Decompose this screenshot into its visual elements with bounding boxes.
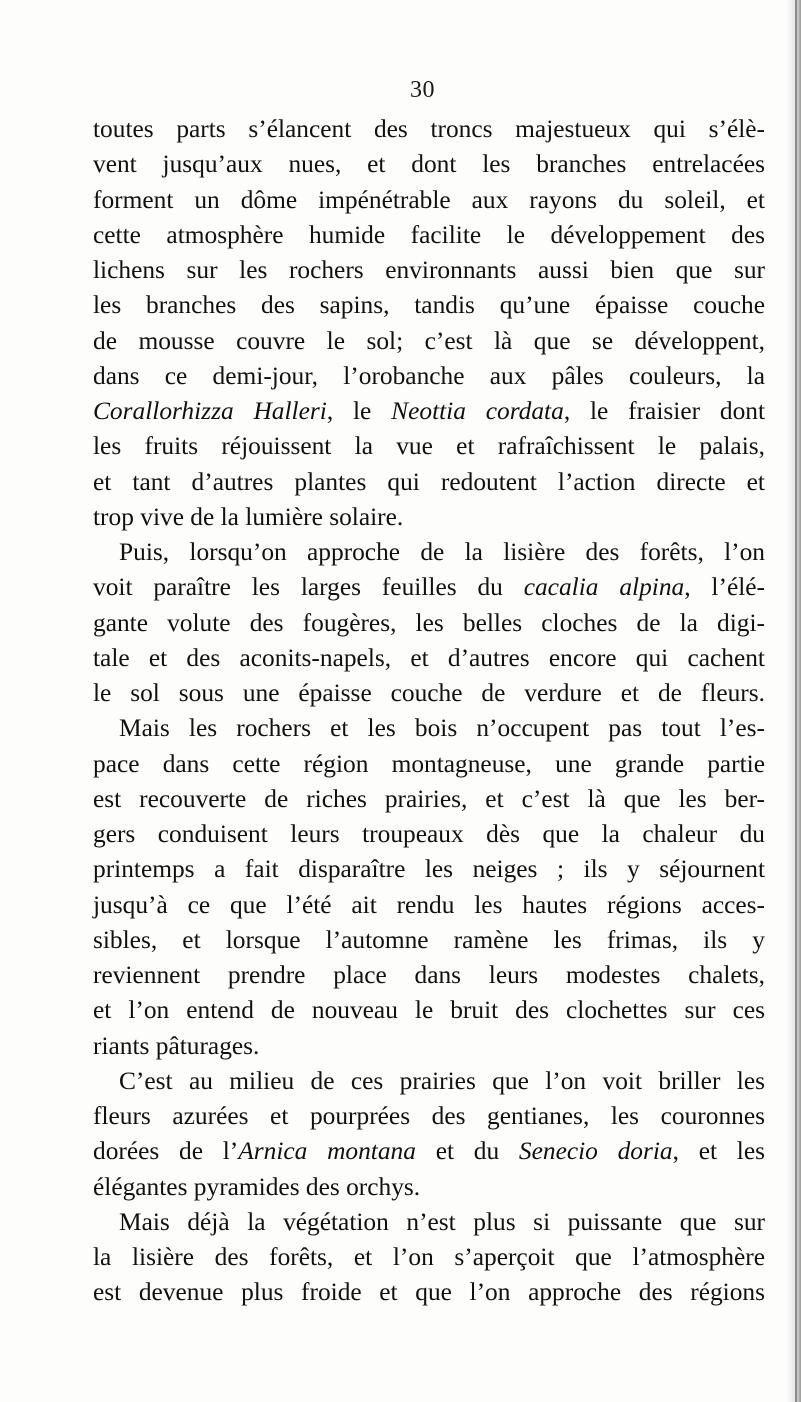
text-line: forment un dôme impénétrable aux rayons du soleil, et xyxy=(93,185,765,214)
text-line: dorées de l’Arnica montana et du Senecio doria, et les xyxy=(93,1137,765,1166)
text-line: Puis, lorsqu’on approche de la lisière des forêts, l’on xyxy=(119,538,765,566)
species-name: Senecio doria xyxy=(518,1137,673,1166)
text-line: reviennent prendre place dans leurs modestes chalets, xyxy=(93,961,765,989)
text-line: sibles, et lorsque l’automne ramène les frimas, ils y xyxy=(93,925,765,954)
text-line: fleurs azurées et pourprées des gentianes, les couronnes xyxy=(93,1102,765,1130)
text-line: dans ce demi-jour, l’orobanche aux pâles couleurs, la xyxy=(93,361,765,390)
text-line: la lisière des forêts, et l’on s’aperçoit que l’atmosphère xyxy=(93,1243,765,1271)
text-line: jusqu’à ce que l’été ait rendu les hautes régions acces- xyxy=(93,890,765,919)
species-name: cacalia alpina xyxy=(523,573,685,602)
text-line: lichens sur les rochers environnants aussi bien que sur xyxy=(93,256,765,284)
text-line: vent jusqu’aux nues, et dont les branches entrelacées xyxy=(93,150,765,179)
species-name: Arnica montana xyxy=(238,1137,416,1166)
text-line: pace dans cette région montagneuse, une grande partie xyxy=(93,749,765,778)
page-number: 30 xyxy=(410,77,435,103)
text-line: printemps a fait disparaître les neiges ; ils y séjournent xyxy=(93,855,765,884)
species-name: Corallorhizza Halleri xyxy=(93,397,327,425)
text-line: élégantes pyramides des orchys. xyxy=(93,1172,421,1201)
text-line: et tant d’autres plantes qui redoutent l’action directe et xyxy=(93,467,765,496)
text-line: les fruits réjouissent la vue et rafraîchissent le palais, xyxy=(93,432,765,461)
text-line: est devenue plus froide et que l’on approche des régions xyxy=(93,1278,765,1307)
text-line: gante volute des fougères, les belles cloches de la digi- xyxy=(93,608,765,637)
text-line: riants pâturages. xyxy=(93,1031,260,1060)
page-edge-shadow xyxy=(787,0,801,1402)
text-line: les branches des sapins, tandis qu’une épaisse couche xyxy=(93,291,765,320)
text-line: et l’on entend de nouveau le bruit des clochettes sur ces xyxy=(93,996,765,1025)
text-line: Corallorhizza Halleri, le Neottia cordata, le fraisier dont xyxy=(93,397,766,425)
text-line: Mais déjà la végétation n’est plus si puissante que sur xyxy=(119,1207,765,1236)
text-line: gers conduisent leurs troupeaux dès que la chaleur du xyxy=(93,820,765,848)
text-line: toutes parts s’élancent des troncs majestueux qui s’élè- xyxy=(93,115,765,143)
text-line: le sol sous une épaisse couche de verdure et de fleurs. xyxy=(93,679,765,707)
text-line: C’est au milieu de ces prairies que l’on voit briller les xyxy=(119,1066,765,1095)
text-line: cette atmosphère humide facilite le développement des xyxy=(93,220,765,249)
text-line: trop vive de la lumière solaire. xyxy=(93,502,404,531)
page-edge-line xyxy=(795,0,797,1402)
text-line: tale et des aconits-napels, et d’autres encore qui cachent xyxy=(93,643,765,672)
text-line: de mousse couvre le sol; c’est là que se développent, xyxy=(93,326,765,355)
body-text xyxy=(93,112,765,1311)
text-line: est recouverte de riches prairies, et c’est là que les ber- xyxy=(93,784,765,813)
text-line: voit paraître les larges feuilles du cacalia alpina, l’élé- xyxy=(93,573,765,602)
species-name: Neottia cordata xyxy=(391,397,564,425)
text-line: Mais les rochers et les bois n’occupent pas tout l’es- xyxy=(119,714,765,743)
